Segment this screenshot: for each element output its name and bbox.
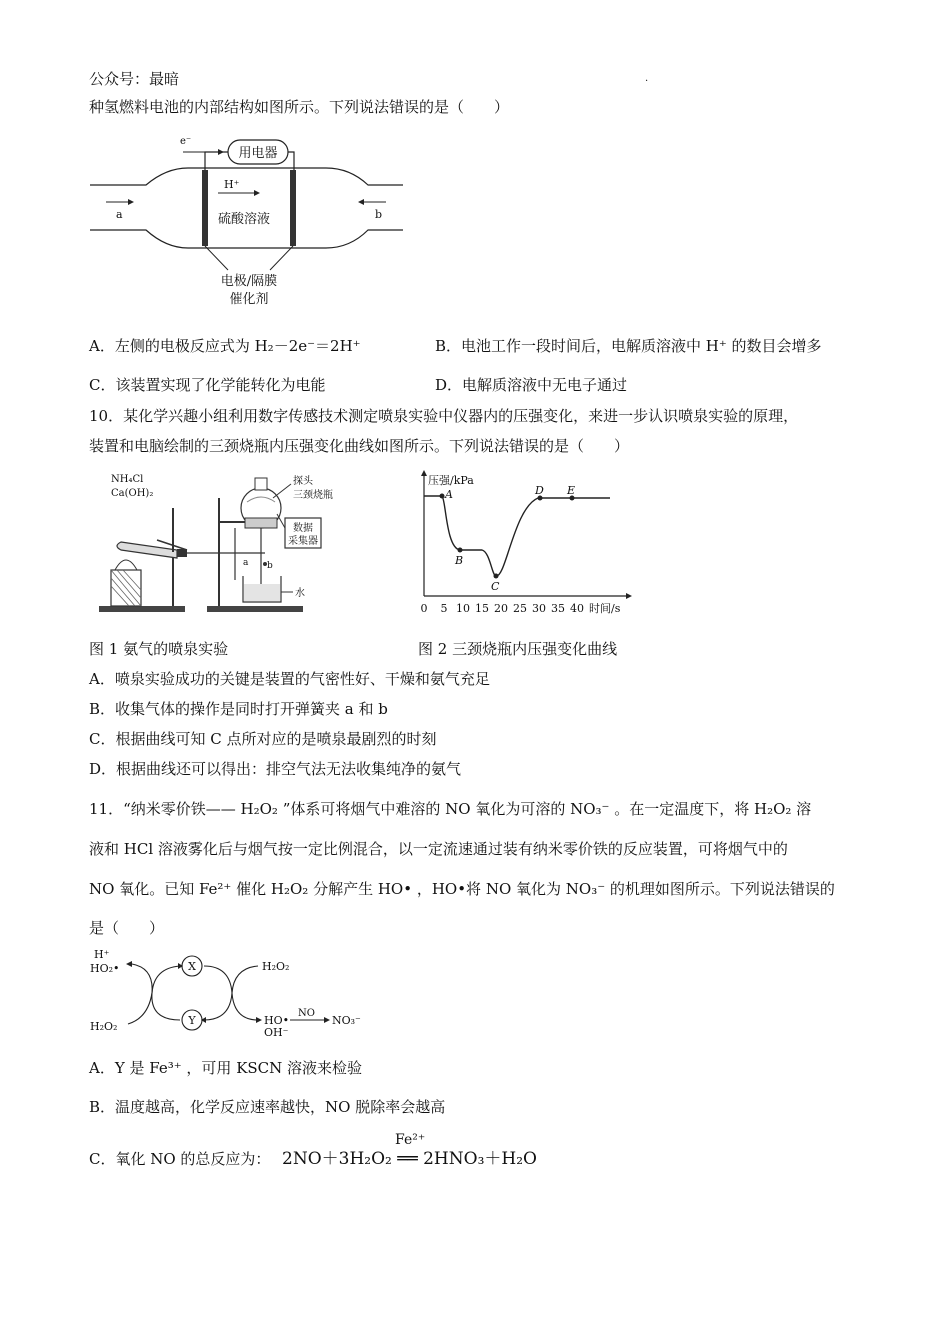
q11-option-c-equation: 2NO＋3H₂O₂ ══ 2HNO₃＋H₂O bbox=[282, 1149, 537, 1169]
fig1-caption: 图 1 氨气的喷泉实验 bbox=[89, 640, 229, 658]
q10-option-c: C．根据曲线可知 C 点所对应的是喷泉最剧烈的时刻 bbox=[89, 730, 437, 748]
q11-option-c-catalyst: Fe²⁺ bbox=[395, 1132, 426, 1148]
q11-option-a: A．Y 是 Fe³⁺ ，可用 KSCN 溶液来检验 bbox=[89, 1059, 363, 1077]
svg-text:25: 25 bbox=[513, 602, 527, 615]
fuel-cell-figure bbox=[88, 130, 408, 312]
fig2-caption: 图 2 三颈烧瓶内压强变化曲线 bbox=[418, 640, 618, 658]
mech-x-label: X bbox=[188, 960, 196, 973]
q10-option-a: A．喷泉实验成功的关键是装置的气密性好、干燥和氨气充足 bbox=[89, 670, 490, 688]
water-label: 水 bbox=[295, 588, 305, 599]
mech-ho-label: HO• bbox=[264, 1014, 290, 1027]
q10-option-d: D．根据曲线还可以得出：排空气法无法收集纯净的氨气 bbox=[89, 760, 462, 778]
pressure-curve-chart bbox=[410, 468, 640, 620]
flask-label: 三颈烧瓶 bbox=[293, 490, 333, 501]
q9-option-a: A．左侧的电极反应式为 H₂－2e⁻＝2H⁺ bbox=[89, 337, 361, 355]
q10-option-b: B．收集气体的操作是同时打开弹簧夹 a 和 b bbox=[89, 700, 388, 718]
q9-option-b: B．电池工作一段时间后，电解质溶液中 H⁺ 的数目会增多 bbox=[435, 337, 822, 355]
q11-stem-4: 是（ ） bbox=[89, 919, 165, 937]
electron-label: e⁻ bbox=[180, 136, 192, 147]
q10-stem-2: 装置和电脑绘制的三颈烧瓶内压强变化曲线如图所示。下列说法错误的是（ ） bbox=[89, 437, 630, 455]
collector-label-1: 数据 bbox=[293, 523, 313, 534]
inlet-a-label: a bbox=[116, 208, 123, 221]
point-b-label: B bbox=[455, 554, 464, 567]
q11-stem-2: 液和 HCl 溶液雾化后与烟气按一定比例混合，以一定流速通过装有纳米零价铁的反应装置，可将烟气中的 bbox=[89, 840, 788, 858]
svg-text:15: 15 bbox=[475, 602, 489, 615]
point-a-label: A bbox=[445, 488, 453, 501]
svg-text:0: 0 bbox=[420, 602, 428, 615]
mech-y-label: Y bbox=[188, 1014, 196, 1027]
x-axis-label: 时间/s bbox=[589, 602, 621, 615]
q10-stem-1: 10．某化学兴趣小组利用数字传感技术测定喷泉实验中仪器内的压强变化，来进一步认识喷泉实验的原理， bbox=[89, 407, 799, 425]
electrolyte-label: 硫酸溶液 bbox=[217, 212, 271, 227]
clip-b-label: b bbox=[267, 561, 273, 571]
point-e-label: E bbox=[567, 484, 576, 497]
electrode-label-2: 催化剂 bbox=[229, 292, 269, 307]
clip-a-label: a bbox=[243, 558, 249, 568]
fountain-apparatus-figure bbox=[95, 468, 333, 616]
mech-h2o2-left: H₂O₂ bbox=[90, 1020, 118, 1033]
y-axis-label: 压强/kPa bbox=[428, 474, 474, 487]
point-c-label: C bbox=[491, 580, 500, 593]
svg-text:20: 20 bbox=[494, 602, 508, 615]
mech-no-label: NO bbox=[298, 1008, 315, 1019]
mech-ho2-label: HO₂• bbox=[90, 962, 120, 975]
right-electrode bbox=[290, 170, 296, 246]
mechanism-figure bbox=[88, 946, 368, 1042]
q9-stem: 种氢燃料电池的内部结构如图所示。下列说法错误的是（ ） bbox=[89, 98, 510, 116]
point-d-label: D bbox=[535, 484, 544, 497]
header-dot: . bbox=[645, 73, 649, 84]
svg-text:35: 35 bbox=[551, 602, 565, 615]
reagent1-label: NH₄Cl bbox=[111, 474, 144, 485]
reagent2-label: Ca(OH)₂ bbox=[111, 488, 154, 499]
mech-h2o2-right: H₂O₂ bbox=[262, 960, 290, 973]
watermark-text: 公众号：最暗 bbox=[89, 70, 180, 88]
mech-oh-label: OH⁻ bbox=[264, 1026, 289, 1039]
svg-text:10: 10 bbox=[456, 602, 470, 615]
mech-no3-label: NO₃⁻ bbox=[332, 1014, 361, 1027]
svg-text:40: 40 bbox=[570, 602, 584, 615]
left-electrode bbox=[202, 170, 208, 246]
collector-label-2: 采集器 bbox=[288, 536, 318, 547]
q11-option-c-prefix: C．氧化 NO 的总反应为： bbox=[89, 1150, 271, 1168]
q11-option-b: B．温度越高，化学反应速率越快，NO 脱除率会越高 bbox=[89, 1098, 446, 1116]
q9-option-d: D．电解质溶液中无电子通过 bbox=[435, 376, 628, 394]
q11-stem-1: 11．“纳米零价铁—— H₂O₂ ”体系可将烟气中难溶的 NO 氧化为可溶的 NO₃⁻ 。在一定温度下，将 H₂O₂ 溶 bbox=[89, 800, 812, 818]
svg-text:30: 30 bbox=[532, 602, 546, 615]
device-label: 用电器 bbox=[238, 146, 278, 161]
q11-stem-3: NO 氧化。已知 Fe²⁺ 催化 H₂O₂ 分解产生 HO• ，HO•将 NO 氧化为 NO₃⁻ 的机理如图所示。下列说法错误的 bbox=[89, 880, 835, 898]
electrode-label-1: 电极/隔膜 bbox=[220, 274, 278, 289]
mech-h-label: H⁺ bbox=[94, 948, 110, 961]
svg-text:5: 5 bbox=[440, 602, 448, 615]
probe-label: 探头 bbox=[293, 476, 313, 487]
inlet-b-label: b bbox=[375, 208, 383, 221]
proton-label: H⁺ bbox=[224, 178, 240, 191]
q9-option-c: C．该装置实现了化学能转化为电能 bbox=[89, 376, 326, 394]
